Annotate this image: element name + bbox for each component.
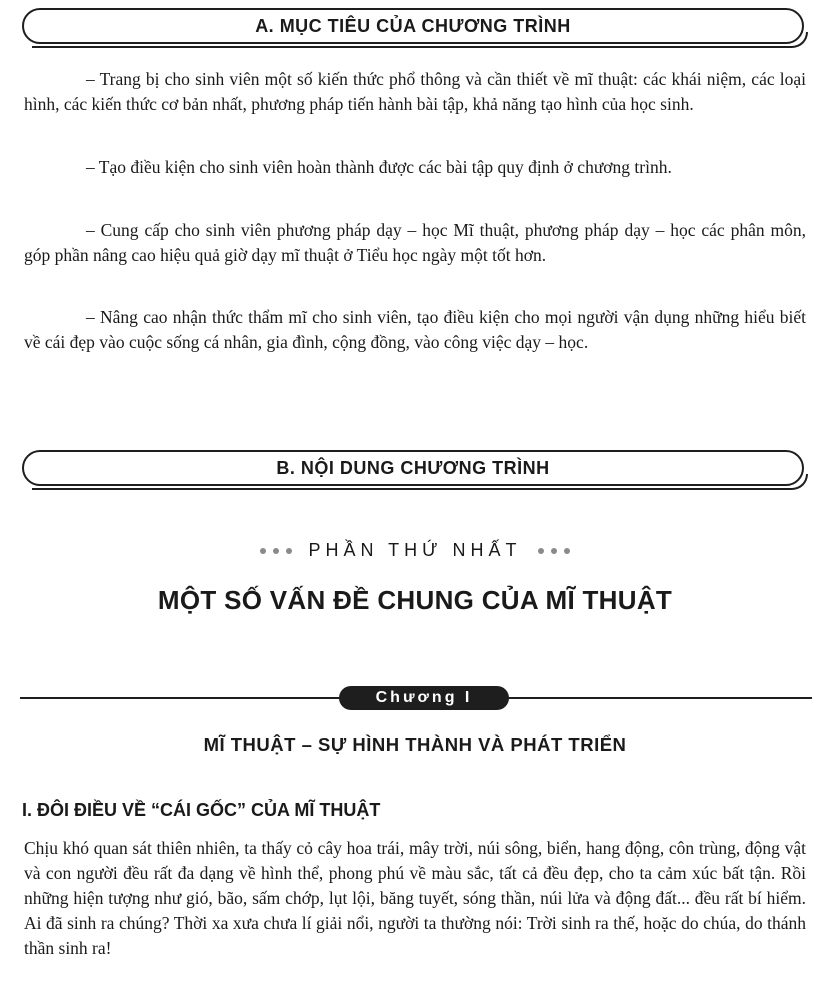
decorative-dots-right <box>538 548 570 554</box>
dot-ornament <box>286 548 292 554</box>
dot-ornament <box>273 548 279 554</box>
part-title: MỘT SỐ VẤN ĐỀ CHUNG CỦA MĨ THUẬT <box>157 585 673 615</box>
section-b-banner <box>22 450 804 486</box>
chapter-badge: Chương I <box>339 686 509 710</box>
dot-ornament <box>564 548 570 554</box>
objective-paragraph-3: – Cung cấp cho sinh viên phương pháp dạy – học Mĩ thuật, phương pháp dạy – học các phân môn, góp phần nâng cao hiệu quả giờ dạy mĩ thuật ở Tiểu học ngày một tốt hơn. <box>24 220 806 265</box>
objective-paragraph-2: – Tạo điều kiện cho sinh viên hoàn thành được các bài tập quy định ở chương trình. <box>86 157 672 177</box>
section-a-title: A. MỤC TIÊU CỦA CHƯƠNG TRÌNH <box>255 15 571 36</box>
dot-ornament <box>551 548 557 554</box>
dot-ornament <box>260 548 266 554</box>
section-1-heading: I. ĐÔI ĐIỀU VỀ “CÁI GỐC” CỦA MĨ THUẬT <box>22 800 381 820</box>
objective-paragraph-1: – Trang bị cho sinh viên một số kiến thức phổ thông và cần thiết về mĩ thuật: các khái niệm, các loại hình, các kiến thức cơ bản nhất, phương pháp tiến hành bài tập, khả năng tạo hình của học sinh. <box>24 69 806 114</box>
section-b-title: B. NỘI DUNG CHƯƠNG TRÌNH <box>276 457 550 478</box>
part-heading <box>0 540 830 561</box>
objective-paragraph-4: – Nâng cao nhận thức thẩm mĩ cho sinh viên, tạo điều kiện cho mọi người vận dụng những hiểu biết về cái đẹp vào cuộc sống cá nhân, gia đình, cộng đồng, vào công việc dạy – học. <box>24 307 806 352</box>
decorative-dots-left <box>260 548 292 554</box>
section-1-body: Chịu khó quan sát thiên nhiên, ta thấy cỏ cây hoa trái, mây trời, núi sông, biển, hang động, côn trùng, động vật và con người đều rất đa dạng về hình thể, phong phú về màu sắc, tất cả đều đẹp, cho ta cảm xúc bất tận. Rồi những hiện tượng như gió, bão, sấm chớp, lụt lội, băng tuyết, sóng thần, núi lửa và động đất... đều rất bí hiểm. Ai đã sinh ra chúng? Thời xa xưa chưa lí giải nổi, người ta thường nói: Trời sinh ra thế, hoặc do chúa, do thánh thần sinh ra! <box>24 838 806 958</box>
dot-ornament <box>538 548 544 554</box>
section-a-banner <box>22 8 804 44</box>
chapter-title: MĨ THUẬT – SỰ HÌNH THÀNH VÀ PHÁT TRIỂN <box>203 734 627 755</box>
part-label: PHẦN THỨ NHẤT <box>308 540 522 560</box>
